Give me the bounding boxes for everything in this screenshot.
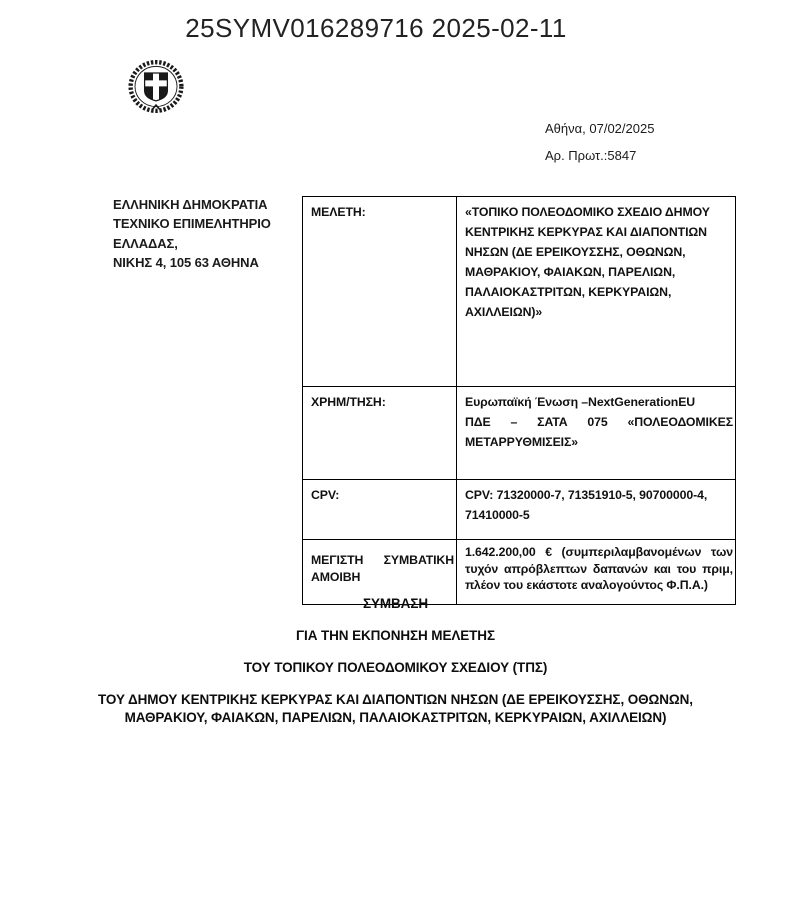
contract-subheading-1: ΓΙΑ ΤΗΝ ΕΚΠΟΝΗΣΗ ΜΕΛΕΤΗΣ <box>296 628 495 643</box>
table-row-funding <box>303 387 736 480</box>
row-label-line: ΑΜΟΙΒΗ <box>311 570 361 584</box>
row-label: ΧΡΗΜ/ΤΗΣΗ: <box>311 395 386 409</box>
contract-info-table <box>302 196 736 605</box>
row-value: «ΤΟΠΙΚΟ ΠΟΛΕΟΔΟΜΙΚΟ ΣΧΕΔΙΟ ΔΗΜΟΥ ΚΕΝΤΡΙΚΗΣ ΚΕΡΚΥΡΑΣ ΚΑΙ ΔΙΑΠΟΝΤΙΩΝ ΝΗΣΩΝ (ΔΕ ΕΡΕΙΚΟΥΣΣΗΣ, ΟΘΩΝΩΝ, ΜΑΘΡΑΚΙΟΥ, ΦΑΙΑΚΩΝ, ΠΑΡΕΛΙΩΝ, ΠΑΛΑΙΟΚΑΣΤΡΙΤΩΝ, ΚΕΡΚΥΡΑΙΩΝ, ΑΧΙΛΛΕΙΩΝ)» <box>465 205 710 319</box>
issuer-line: ΤΕΧΝΙΚΟ ΕΠΙΜΕΛΗΤΗΡΙΟ <box>113 216 271 232</box>
row-value: 1.642.200,00 € (συμπεριλαμβανομένων των τυχόν απρόβλεπτων δαπανών και του πριμ, πλέον του εκάστοτε αναλογούντος Φ.Π.Α.) <box>465 545 733 592</box>
contract-subheading-2: ΤΟΥ ΤΟΠΙΚΟΥ ΠΟΛΕΟΔΟΜΙΚΟΥ ΣΧΕΔΙΟΥ (ΤΠΣ) <box>243 660 548 675</box>
table-row-max-fee <box>303 540 736 605</box>
row-value-line: ΠΔΕ – ΣΑΤΑ 075 «ΠΟΛΕΟΔΟΜΙΚΕΣ ΜΕΤΑΡΡΥΘΜΙΣΕΙΣ» <box>465 415 733 449</box>
issuer-block <box>113 195 298 272</box>
greek-republic-emblem-icon <box>127 59 185 115</box>
row-label: ΜΕΛΕΤΗ: <box>311 205 366 219</box>
header-meta <box>545 121 654 163</box>
issuer-line: ΕΛΛΗΝΙΚΗ ΔΗΜΟΚΡΑΤΙΑ <box>113 197 268 212</box>
document-code: 25SYMV016289716 2025-02-11 <box>185 13 567 43</box>
row-value-line: Ευρωπαϊκή Ένωση –NextGenerationEU <box>465 395 696 409</box>
row-value: CPV: 71320000-7, 71351910-5, 90700000-4, 71410000-5 <box>465 488 708 522</box>
table-row-cpv <box>303 480 736 540</box>
place-date: Αθήνα, 07/02/2025 <box>545 121 655 136</box>
row-label-line: ΜΕΓΙΣΤΗ ΣΥΜΒΑΤΙΚΗ <box>311 553 454 567</box>
table-row-meleti <box>303 197 736 387</box>
contract-heading: ΣΥΜΒΑΣΗ <box>362 596 428 611</box>
issuer-line: ΕΛΛΑΔΑΣ, <box>113 235 178 251</box>
row-label: CPV: <box>311 488 340 502</box>
issuer-line: ΝΙΚΗΣ 4, 105 63 ΑΘΗΝΑ <box>113 254 259 270</box>
protocol-number: Αρ. Πρωτ.:5847 <box>545 148 637 163</box>
contract-subject: ΤΟΥ ΔΗΜΟΥ ΚΕΝΤΡΙΚΗΣ ΚΕΡΚΥΡΑΣ ΚΑΙ ΔΙΑΠΟΝΤΙΩΝ ΝΗΣΩΝ (ΔΕ ΕΡΕΙΚΟΥΣΣΗΣ, ΟΘΩΝΩΝ, ΜΑΘΡΑΚΙΟΥ, ΦΑΙΑΚΩΝ, ΠΑΡΕΛΙΩΝ, ΠΑΛΑΙΟΚΑΣΤΡΙΤΩΝ, ΚΕΡΚΥΡΑΙΩΝ, ΑΧΙΛΛΕΙΩΝ) <box>98 692 693 725</box>
